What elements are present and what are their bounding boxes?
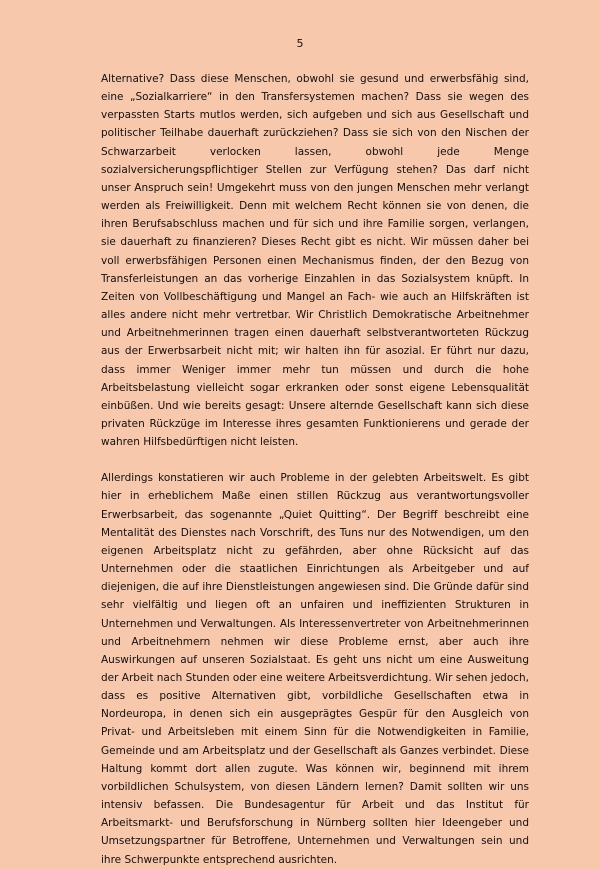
body-text [101, 70, 529, 869]
paragraph-1: Alternative? Dass diese Menschen, obwohl sie gesund und erwerbsfähig sind, eine „Sozialkarriere“ in den Transfersystemen machen? Dass sie wegen des verpassten Starts mutlos werden, sich aufgeben und sich aus Gesellschaft und politischer Teilhabe dauerhaft zurückziehen? Dass sie sich von den Nischen der Schwarzarbeit verlocken lassen, obwohl jede Menge sozialversicherungspflichtiger Stellen zur Verfügung stehen? Das darf nicht unser Anspruch sein! Umgekehrt muss von den jungen Menschen mehr verlangt werden als Freiwilligkeit. Denn mit welchem Recht können sie von denen, die ihren Berufsabschluss machen und für sich und ihre Familie sorgen, verlangen, sie dauerhaft zu finanzieren? Dieses Recht gibt es nicht. Wir müssen daher bei voll erwerbsfähigen Personen einen Mechanismus finden, der den Bezug von Transferleistungen an das vorherige Einzahlen in das Sozialsystem knüpft. In Zeiten von Vollbeschäftigung und Mangel an Fach- wie auch an Hilfskräften ist alles andere nicht mehr vertretbar. Wir Christlich Demokratische Arbeitnehmer und Arbeitnehmerinnen tragen einen dauerhaft selbstverantworteten Rückzug aus der Erwerbsarbeit nicht mit; wir halten ihn für asozial. Er führt nur dazu, dass immer Weniger immer mehr tun müssen und durch die hohe Arbeitsbelastung vielleicht sogar erkranken oder sonst eigene Lebensqualität einbüßen. Und wie bereits gesagt: Unsere alternde Gesellschaft kann sich diese privaten Rückzüge im Interesse ihres gesamten Funktionierens und gerade der wahren Hilfsbedürftigen nicht leisten. [101, 73, 529, 449]
paragraph-2: Allerdings konstatieren wir auch Probleme in der gelebten Arbeitswelt. Es gibt hier in erheblichem Maße einen stillen Rückzug aus verantwortungsvoller Erwerbsarbeit, das sogenannte „Quiet Quitting“. Der Begriff beschreibt eine Mentalität des Dienstes nach Vorschrift, des Tuns nur des Notwendigen, um den eigenen Arbeitsplatz nicht zu gefährden, aber ohne Rücksicht auf das Unternehmen oder die staatlichen Einrichtungen als Arbeitgeber und auf diejenigen, die auf ihre Dienstleistungen angewiesen sind. Die Gründe dafür sind sehr vielfältig und liegen oft an unfairen und ineffizienten Strukturen in Unternehmen und Verwaltungen. Als Interessenvertreter von Arbeitnehmerinnen und Arbeitnehmern nehmen wir diese Probleme ernst, aber auch ihre Auswirkungen auf unseren Sozialstaat. Es geht uns nicht um eine Ausweitung der Arbeit nach Stunden oder eine weitere Arbeitsverdichtung. Wir sehen jedoch, dass es positive Alternativen gibt, vorbildliche Gesellschaften etwa in Nordeuropa, in denen sich ein ausgeprägtes Gespür für den Ausgleich von Privat- und Arbeitsleben mit einem Sinn für die Notwendigkeiten in Familie, Gemeinde und am Arbeitsplatz und der Gesellschaft als Ganzes verbindet. Diese Haltung kommt dort allen zugute. Was können wir, beginnend mit ihrem vorbildlichen Schulsystem, von diesen Ländern lernen? Damit sollten wir uns intensiv befassen. Die Bundesagentur für Arbeit und das Institut für Arbeitsmarkt- und Berufsforschung in Nürnberg sollten hier Ideengeber und Umsetzungspartner für Betroffene, Unternehmen und Verwaltungen sein und ihre Schwerpunkte entsprechend ausrichten. [101, 472, 530, 866]
page-number: 5 [296, 37, 304, 50]
